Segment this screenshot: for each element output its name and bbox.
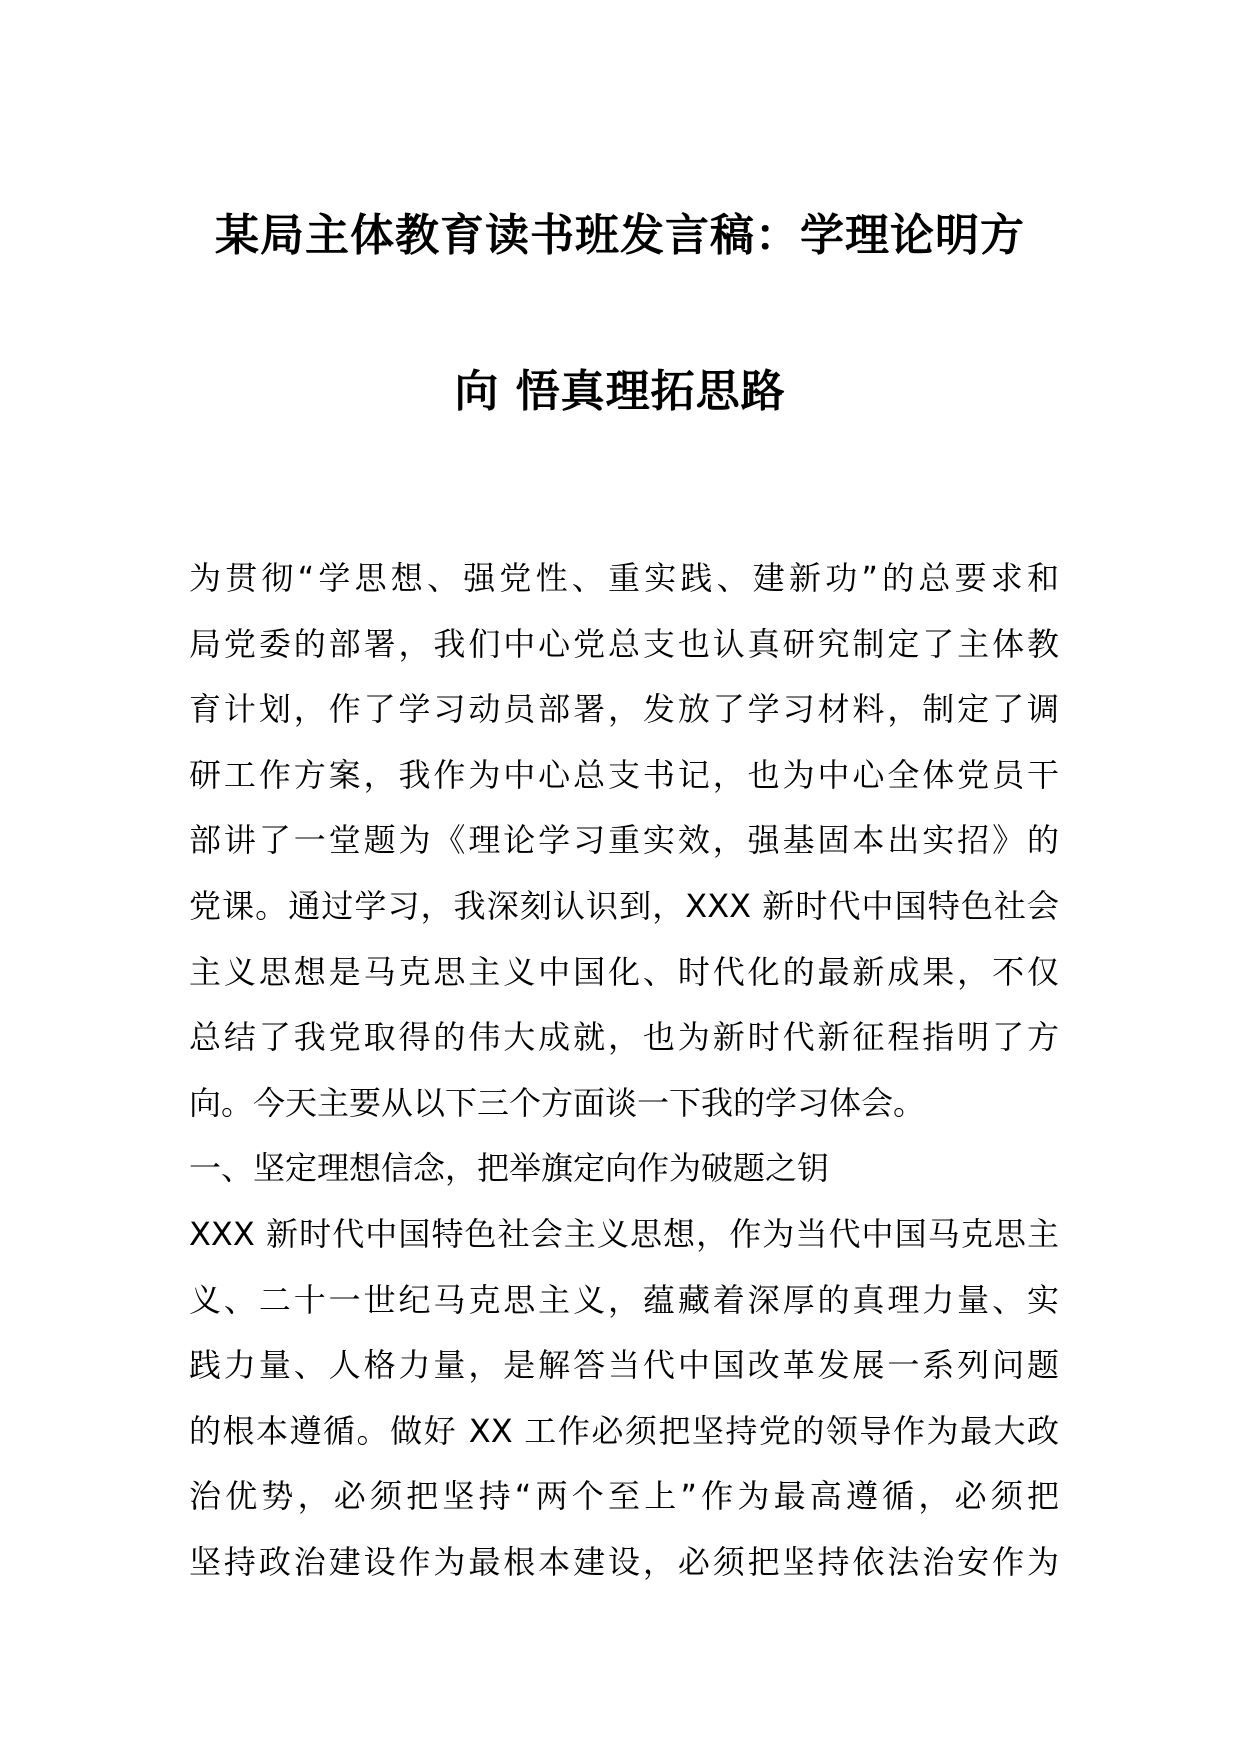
body-line: 总结了我党取得的伟大成就，也为新时代新征程指明了方 bbox=[189, 1018, 1059, 1057]
body-line: 坚持政治建设作为最根本建设，必须把坚持依法治安作为 bbox=[189, 1542, 1059, 1581]
document-title-line-1: 某局主体教育读书班发言稿：学理论明方 bbox=[215, 210, 1025, 261]
body-line: 研工作方案，我作为中心总支书记，也为中心全体党员干 bbox=[189, 755, 1059, 794]
body-line: 的根本遵循。做好 XX 工作必须把坚持党的领导作为最大政 bbox=[189, 1411, 1059, 1450]
document-title-line-2: 向 悟真理拓思路 bbox=[454, 366, 786, 417]
body-line: 主义思想是马克思主义中国化、时代化的最新成果，不仅 bbox=[189, 952, 1059, 991]
document-body bbox=[189, 546, 1059, 1596]
section-heading: 一、坚定理想信念，把举旗定向作为破题之钥 bbox=[189, 1149, 830, 1188]
body-line: 治优势，必须把坚持“两个至上”作为最高遵循，必须把 bbox=[189, 1477, 1059, 1516]
body-line: 局党委的部署，我们中心党总支也认真研究制定了主体教 bbox=[189, 624, 1059, 663]
body-line: XXX 新时代中国特色社会主义思想，作为当代中国马克思主 bbox=[189, 1214, 1059, 1253]
body-line: 践力量、人格力量，是解答当代中国改革发展一系列问题 bbox=[189, 1346, 1059, 1385]
body-line-paragraph-end: 向。今天主要从以下三个方面谈一下我的学习体会。 bbox=[189, 1083, 926, 1122]
body-line: 义、二十一世纪马克思主义，蕴藏着深厚的真理力量、实 bbox=[189, 1280, 1059, 1319]
body-line: 党课。通过学习，我深刻认识到，XXX 新时代中国特色社会 bbox=[189, 886, 1059, 925]
body-line: 部讲了一堂题为《理论学习重实效，强基固本出实招》的 bbox=[189, 821, 1059, 860]
body-line: 育计划，作了学习动员部署，发放了学习材料，制定了调 bbox=[189, 690, 1059, 729]
body-line: 为贯彻“学思想、强党性、重实践、建新功”的总要求和 bbox=[189, 559, 1059, 597]
